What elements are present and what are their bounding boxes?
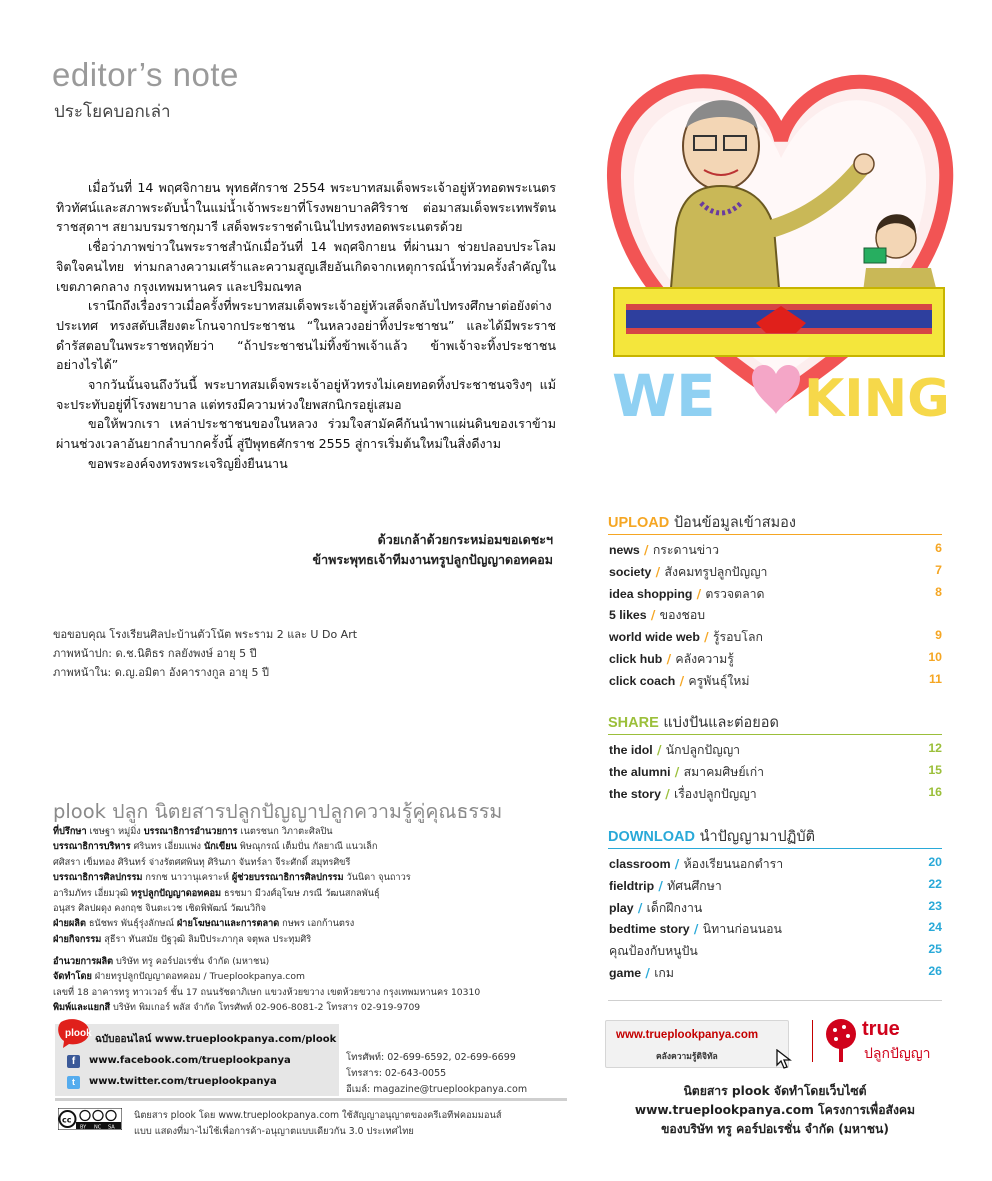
toc-page-number: 7 [935,562,942,577]
staff-role: ฝ่ายโฆษณาและการตลาด [176,918,280,930]
toc-item-th: คุณป้องกับหนูปัน [609,944,698,959]
toc-item[interactable] [609,628,942,647]
divider [608,1000,942,1001]
toc-heading-th: ป้อนข้อมูลเข้าสมอง [673,515,796,531]
pub-line [53,954,573,969]
toc-separator: / [670,764,684,779]
toc-item-en: play [609,900,634,915]
pub-names: เลขที่ 18 อาคารทรู ทาวเวอร์ ชั้น 17 ถนนรัชดาภิเษก แขวงห้วยขวาง เขตห้วยขวาง กรุงเทพมหานคร 10310 [53,986,481,998]
publisher-info [53,954,573,1016]
toc-item[interactable] [609,672,942,691]
staff-names: เชษฐา หมู่มิ่ง [86,826,144,837]
license-line: นิตยสาร plook โดย www.trueplookpanya.com ใช้สัญญาอนุญาตของครีเอทีฟคอมมอนส์ [134,1110,502,1121]
body-paragraph: จากวันนั้นจนถึงวันนี้ พระบาทสมเด็จพระเจ้าอยู่หัวทรงไม่เคยทอดทิ้งประชาชนจริงๆ แม้จะประทับอยู่ที่โรงพยาบาล แต่ทรงมีความห่วงใยพสกนิกรอยู่เสมอ [56,377,556,412]
masthead-title: plook ปลูก นิตยสารปลูกปัญญาปลูกความรู้คู่คุณธรรม [53,800,503,823]
body-paragraph: เรานึกถึงเรื่องราวเมื่อครั้งที่พระบาทสมเด็จพระเจ้าอยู่หัวเสด็จกลับไปทรงศึกษาต่อยังต่างประเทศ ทรงสดับเสียงตะโกนจากประชาชน “ในหลวงอย่าทิ้งประชาชน” และได้มีพระราชดำรัสตอบในพระราชหฤทัยว่า “ถ้าประชาชนไม่ทิ้งข้าพเจ้าแล้ว ข้าพเจ้าจะทิ้งประชาชนอย่างไรได้” [56,298,556,373]
toc-item-th: ตรวจตลาด [705,586,765,601]
creative-commons-icon [58,1108,122,1130]
body-paragraph: ขอให้พวกเรา เหล่าประชาชนของในหลวง ร่วมใจสามัคคีกันนำพาแผ่นดินของเราข้ามผ่านช่วงเวลาอันยากลำบากครั้งนี้ สู่ปีพุทธศักราช 2555 สู่การเริ่มต้นใหม่ในสิ่งดีงาม [56,416,556,452]
toc-item-th: ของชอบ [659,608,706,623]
staff-names: พิษณุกรณ์ เต็มปั่น กัลยาณี แนวเล็ก [236,841,378,853]
staff-line [53,916,573,931]
true-brand: true [862,1018,900,1040]
toc-item-th: เกม [654,966,674,980]
toc-separator: / [641,966,655,980]
website-url: www.trueplookpanya.com [616,1029,759,1041]
toc-heading-en: UPLOAD [608,515,670,531]
link-facebook[interactable]: www.facebook.com/trueplookpanya [89,1055,291,1066]
we-love-king-illustration [606,58,956,428]
pub-names: ฝ่ายทรูปลูกปัญญาดอทคอม / Trueplookpanya.com [91,971,305,983]
toc-heading-th: นำปัญญามาปฏิบัติ [699,829,815,845]
contact-phone: โทรศัพท์: 02-699-6592, 02-699-6699 [346,1052,516,1063]
toc-item[interactable] [609,899,942,918]
toc-item-en: the story [609,786,661,801]
toc-separator: / [689,922,703,937]
cc-sa: SA [108,1124,115,1130]
pub-role: พิมพ์และแยกสี [53,1002,111,1014]
toc-item-th: รู้รอบโลก [712,630,763,645]
contact-email[interactable]: อีเมล์: magazine@trueplookpanya.com [346,1084,528,1095]
toc-item-en: the idol [609,743,653,757]
link-twitter[interactable]: www.twitter.com/trueplookpanya [89,1076,277,1087]
toc-item[interactable] [609,606,942,625]
divider [55,1098,567,1101]
toc-separator: / [654,878,668,893]
toc-heading-th: แบ่งปันและต่อยอด [663,715,779,731]
toc-item[interactable] [609,741,942,760]
license-text [134,1108,574,1140]
publisher-note [608,1082,942,1139]
toc-item-th: นิทานก่อนนอน [702,922,782,937]
toc-separator: / [646,608,660,623]
online-links-box [55,1024,339,1096]
staff-role: บรรณาธิการอำนวยการ [143,826,238,837]
toc-share-heading [608,711,779,734]
body-paragraph: เชื่อว่าภาพข่าวในพระราชสำนักเมื่อวันที่ 14 พฤศจิกายน ที่ผ่านมา ช่วยปลอบประโลมจิตใจคนไทย ท่ามกลางความเศร้าและความสูญเสียอันเกิดจากเหตุการณ์น้ำท่วมครั้งลำคัญในเขตภาคกลาง กรุงเทพมหานคร และปริมณฑล [56,239,556,294]
staff-line [53,839,573,854]
staff-line [53,870,573,885]
toc-item[interactable] [609,785,942,804]
pub-names: บริษัท พิมเกอร์ พลัส จำกัด โทรศัพท์ 02-906-8081-2 โทรสาร 02-919-9709 [110,1002,421,1014]
toc-item-th: เรื่องปลูกปัญญา [674,786,757,801]
toc-item[interactable] [609,763,942,782]
cursor-icon [776,1049,794,1069]
staff-names: สุธีรา ทันสมัย ปัฐวุฒิ ลิมปีประภากุล จตุพล ประทุมศิริ [101,933,312,945]
license-line: แบบ แสดงที่มา-ไม่ใช้เพื่อการค้า-อนุญาตแบบเดียวกัน 3.0 ประเทศไทย [134,1126,414,1137]
staff-line [53,855,573,870]
toc-item-th: ห้องเรียนนอกตำรา [683,857,784,871]
toc-page-number: 25 [928,942,942,957]
logo-divider [812,1020,813,1062]
caption-king: KING [804,369,950,428]
signoff [250,530,553,570]
tree-icon [824,1018,858,1064]
toc-item-en: society [609,564,652,579]
toc-separator: / [652,743,666,757]
toc-separator: / [639,543,653,557]
toc-item-th: คลังความรู้ [675,652,734,666]
contact-fax: โทรสาร: 02-643-0055 [346,1068,447,1079]
masthead-staff [53,824,573,947]
body-paragraph: ขอพระองค์จงทรงพระเจริญยิ่งยืนนาน [88,455,288,471]
toc-upload-heading [608,511,796,534]
toc-separator: / [699,630,713,645]
toc-separator: / [670,857,684,871]
staff-names: กษพร เอกก้านตรง [279,918,355,930]
toc-item-th: นักปลูกปัญญา [665,743,741,757]
staff-names: อนุสร ศิลปผดุง คงกฤช จินตะเวช เชิดพิพัฒน์ วัฒนวิกิจ [53,903,267,915]
toc-item[interactable] [609,920,942,939]
staff-line [53,886,573,901]
signoff-line: ด้วยเกล้าด้วยกระหม่อมขอเดชะฯ [377,532,553,547]
toc-item-th: เด็กฝึกงาน [646,900,703,915]
toc-page-number: 24 [928,920,942,935]
staff-names: ธรชมา มีวงศ์อุโฆษ ภรณี วัฒนสกลพันธุ์ [221,887,380,899]
caption-we: WE [612,362,716,428]
staff-role: ผู้ช่วยบรรณาธิการศิลปกรรม [231,872,344,884]
toc-page-number: 16 [928,784,942,799]
cc-nc: NC [94,1124,102,1130]
staff-role: บรรณาธิการศิลปกรรม [53,872,143,884]
toc-page-number: 26 [928,964,942,978]
pub-line [53,969,573,984]
staff-role: บรรณาธิการบริหาร [53,841,131,853]
body-paragraph: เมื่อวันที่ 14 พฤศจิกายน พุทธศักราช 2554 พระบาทสมเด็จพระเจ้าอยู่หัวทอดพระเนตรทิวทัศน์และสภาพระดับน้ำในแม่น้ำเจ้าพระยาที่โรงพยาบาลศิริราช ต่อมาสมเด็จพระเทพรัตนราชสุดาฯ สยามบรมราชกุมารี เสด็จพระราชดำเนินไปทรงทอดพระเนตรด้วย [56,180,556,235]
toc-page-number: 15 [928,762,942,777]
website-button[interactable] [605,1020,789,1068]
editor-title: editor’s note [52,56,239,93]
toc-page-number: 20 [928,855,942,869]
toc-item[interactable] [609,964,942,983]
toc-separator: / [651,564,665,579]
website-tagline: คลังความรู้ดิจิทัล [656,1052,718,1062]
toc-item-th: กระดานข่าว [652,543,719,557]
toc-item-th: ทัศนศึกษา [667,878,722,893]
staff-role: ฝ่ายกิจกรรม [53,933,102,945]
toc-heading-en: SHARE [608,715,659,731]
toc-divider [608,534,942,535]
toc-page-number: 6 [935,541,942,555]
staff-role: นักเขียน [203,841,237,853]
publisher-note-line: นิตยสาร plook จัดทำโดยเว็บไซต์ [683,1084,867,1098]
toc-separator: / [662,652,676,666]
true-subbrand: ปลูกปัญญา [864,1046,931,1062]
toc-page-number: 22 [928,876,942,891]
contact-info [346,1050,527,1098]
toc-item-en: the alumni [609,764,671,779]
toc-item-en: news [609,543,640,557]
toc-page-number: 10 [928,650,942,664]
staff-names: กรกช นาวานุเคราะห์ [142,872,232,884]
toc-heading-en: DOWNLOAD [608,829,695,845]
cc-by: BY [80,1124,87,1130]
staff-names: ศศิสรา เข็มทอง ศิรินทร์ จ่างรัตศศพินทุ ศิรินภา จันทร์ลา จีระศักดิ์ สมุทรศิขรี [53,856,351,868]
twitter-icon: t [67,1076,80,1089]
image-credits [53,625,357,682]
true-logo [812,1016,952,1066]
toc-divider [608,848,942,849]
staff-role: ฝ่ายผลิต [53,918,86,930]
toc-item-en: fieldtrip [609,878,655,893]
toc-item[interactable] [609,650,942,669]
signoff-line: ข้าพระพุทธเจ้าทีมงานทรูปลูกปัญญาดอทคอม [312,552,553,567]
toc-separator: / [692,586,706,601]
credit-line: ขอขอบคุณ โรงเรียนศิลปะบ้านตัวโน้ต พระราม 2 และ U Do Art [53,628,358,641]
pub-line [53,1000,573,1015]
toc-item-th: สมาคมศิษย์เก่า [683,764,765,779]
toc-item-th: ครูพันธุ์ใหม่ [688,673,750,688]
credit-line: ภาพหน้าใน: ด.ญ.อมิตา อังคารางกูล อายุ 5 ปี [53,666,269,679]
editor-body [56,178,556,474]
toc-item-en: 5 likes [609,608,647,623]
toc-separator: / [633,900,647,915]
publisher-note-line: ของบริษัท ทรู คอร์ปอเรชั่น จำกัด (มหาชน) [661,1122,889,1136]
toc-page-number: 12 [928,741,942,755]
toc-page-number: 23 [928,898,942,913]
staff-role: ที่ปรึกษา [53,826,87,837]
toc-divider [608,734,942,735]
staff-names: ธนัชพร พันธุ์รุ่งลักษณ์ [85,918,177,930]
toc-separator: / [660,786,674,801]
toc-item-en: game [609,966,642,980]
pub-role: จัดทำโดย [53,971,92,983]
plook-logo-icon [57,1018,93,1048]
staff-line [53,932,573,947]
staff-names: อาริมภัทร เอี่ยมวุฒิ [53,887,132,899]
svg-text:cc: cc [62,1115,72,1125]
facebook-icon: f [67,1055,80,1068]
publisher-note-line: www.trueplookpanya.com โครงการเพื่อสังคม [634,1103,916,1117]
staff-names: วันนิดา จุนถาวร [343,872,411,884]
staff-role: ทรูปลูกปัญญาดอทคอม [131,887,222,899]
staff-names: ศรินทร เอี่ยมแพ่ง [130,841,204,853]
toc-item-th: สังคมทรูปลูกปัญญา [664,564,768,579]
staff-line [53,901,573,916]
toc-separator: / [675,673,689,688]
toc-item[interactable] [609,585,942,604]
toc-item[interactable] [609,541,942,560]
toc-item[interactable] [609,563,942,582]
toc-page-number: 8 [935,584,942,599]
toc-item-en: world wide web [609,630,700,645]
toc-page-number: 9 [935,628,942,643]
toc-page-number: 11 [929,671,942,686]
toc-download-heading [608,825,815,848]
pub-names: บริษัท ทรู คอร์ปอเรชั่น จำกัด (มหาชน) [113,956,270,967]
toc-item-en: bedtime story [609,922,690,937]
editor-subtitle: ประโยคบอกเล่า [54,102,171,122]
toc-item-en: idea shopping [609,586,693,601]
staff-line [53,824,573,839]
link-plook-online[interactable]: ฉบับออนไลน์ www.trueplookpanya.com/plook [95,1034,337,1045]
credit-line: ภาพหน้าปก: ด.ช.นิติธร กลยังพงษ์ อายุ 5 ปี [53,647,257,660]
toc-item[interactable] [609,877,942,896]
staff-names: เนตรชนก วิภาตะศิลปิน [237,826,333,837]
toc-item-en: click coach [609,673,676,688]
toc-item[interactable] [609,942,942,961]
toc-item-en: classroom [609,857,671,871]
pub-line [53,985,573,1000]
toc-item-en: click hub [609,652,663,666]
toc-item[interactable] [609,855,942,874]
plook-logo-text: plook [65,1028,92,1039]
pub-role: อำนวยการผลิต [53,956,114,967]
